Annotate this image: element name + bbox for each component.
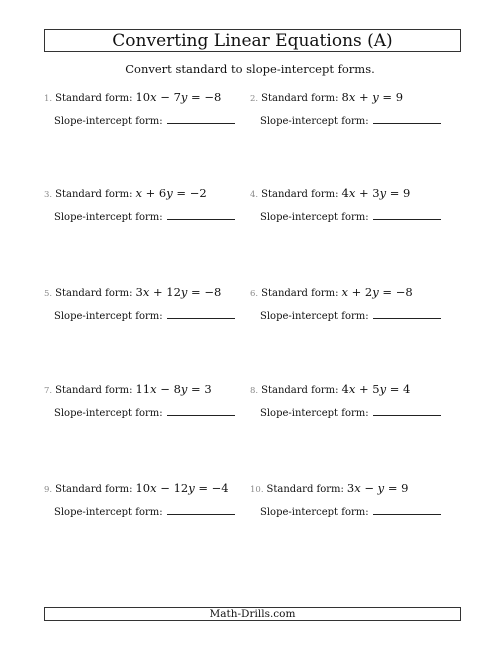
instructions: Convert standard to slope-intercept forms. (125, 62, 375, 76)
standard-form-label: Standard form: (55, 189, 133, 200)
slope-intercept-label: Slope-intercept form: (54, 507, 163, 518)
slope-intercept-label: Slope-intercept form: (54, 408, 163, 419)
standard-form-line (250, 382, 460, 396)
standard-form-equation: 8x + y = 9 (341, 90, 404, 104)
standard-form-equation: 10x − 7y = −8 (135, 90, 222, 104)
problem-number: 6. (250, 289, 259, 299)
answer-blank[interactable] (373, 406, 441, 416)
slope-intercept-label: Slope-intercept form: (260, 408, 369, 419)
slope-intercept-line (260, 406, 460, 420)
problem-item (250, 481, 460, 519)
slope-intercept-label: Slope-intercept form: (54, 116, 163, 127)
slope-intercept-label: Slope-intercept form: (260, 212, 369, 223)
standard-form-equation: 4x + 3y = 9 (341, 186, 411, 200)
standard-form-label: Standard form: (261, 189, 339, 200)
standard-form-line (44, 382, 254, 396)
slope-intercept-label: Slope-intercept form: (54, 212, 163, 223)
standard-form-equation: x + 6y = −2 (135, 186, 207, 200)
answer-blank[interactable] (167, 309, 235, 319)
slope-intercept-line (260, 210, 460, 224)
standard-form-line (44, 481, 254, 495)
slope-intercept-line (260, 309, 460, 323)
problem-number: 10. (250, 485, 264, 495)
answer-blank[interactable] (167, 505, 235, 515)
answer-blank[interactable] (373, 309, 441, 319)
problem-number: 2. (250, 94, 259, 104)
slope-intercept-label: Slope-intercept form: (260, 116, 369, 127)
answer-blank[interactable] (167, 406, 235, 416)
slope-intercept-line (260, 114, 460, 128)
answer-blank[interactable] (167, 114, 235, 124)
problem-number: 1. (44, 94, 53, 104)
standard-form-line (44, 90, 254, 104)
problem-number: 3. (44, 190, 53, 200)
standard-form-label: Standard form: (55, 385, 133, 396)
problem-number: 8. (250, 386, 259, 396)
standard-form-line (250, 186, 460, 200)
problem-number: 4. (250, 190, 259, 200)
standard-form-label: Standard form: (261, 288, 339, 299)
problem-item (44, 186, 254, 224)
standard-form-equation: 3x + 12y = −8 (135, 285, 222, 299)
problem-item (44, 481, 254, 519)
standard-form-equation: x + 2y = −8 (341, 285, 413, 299)
standard-form-label: Standard form: (55, 93, 133, 104)
standard-form-label: Standard form: (261, 93, 339, 104)
slope-intercept-line (54, 406, 254, 420)
standard-form-label: Standard form: (55, 484, 133, 495)
footer: Math-Drills.com (44, 607, 461, 621)
slope-intercept-label: Slope-intercept form: (54, 311, 163, 322)
problem-number: 7. (44, 386, 53, 396)
slope-intercept-line (54, 505, 254, 519)
standard-form-equation: 10x − 12y = −4 (135, 481, 229, 495)
standard-form-line (250, 90, 460, 104)
standard-form-equation: 11x − 8y = 3 (135, 382, 212, 396)
slope-intercept-line (54, 210, 254, 224)
slope-intercept-line (54, 114, 254, 128)
problem-number: 9. (44, 485, 53, 495)
slope-intercept-label: Slope-intercept form: (260, 311, 369, 322)
problem-item (44, 285, 254, 323)
standard-form-label: Standard form: (261, 385, 339, 396)
problem-number: 5. (44, 289, 53, 299)
standard-form-line (44, 186, 254, 200)
answer-blank[interactable] (373, 505, 441, 515)
slope-intercept-label: Slope-intercept form: (260, 507, 369, 518)
problem-item (250, 285, 460, 323)
standard-form-label: Standard form: (266, 484, 344, 495)
standard-form-equation: 4x + 5y = 4 (341, 382, 411, 396)
standard-form-line (250, 285, 460, 299)
answer-blank[interactable] (167, 210, 235, 220)
worksheet-title: Converting Linear Equations (A) (44, 29, 461, 52)
problem-item (44, 382, 254, 420)
standard-form-line (44, 285, 254, 299)
standard-form-equation: 3x − y = 9 (346, 481, 409, 495)
standard-form-line (250, 481, 460, 495)
problem-item (250, 90, 460, 128)
slope-intercept-line (54, 309, 254, 323)
problem-item (250, 382, 460, 420)
problem-item (44, 90, 254, 128)
answer-blank[interactable] (373, 210, 441, 220)
slope-intercept-line (260, 505, 460, 519)
standard-form-label: Standard form: (55, 288, 133, 299)
problem-item (250, 186, 460, 224)
answer-blank[interactable] (373, 114, 441, 124)
